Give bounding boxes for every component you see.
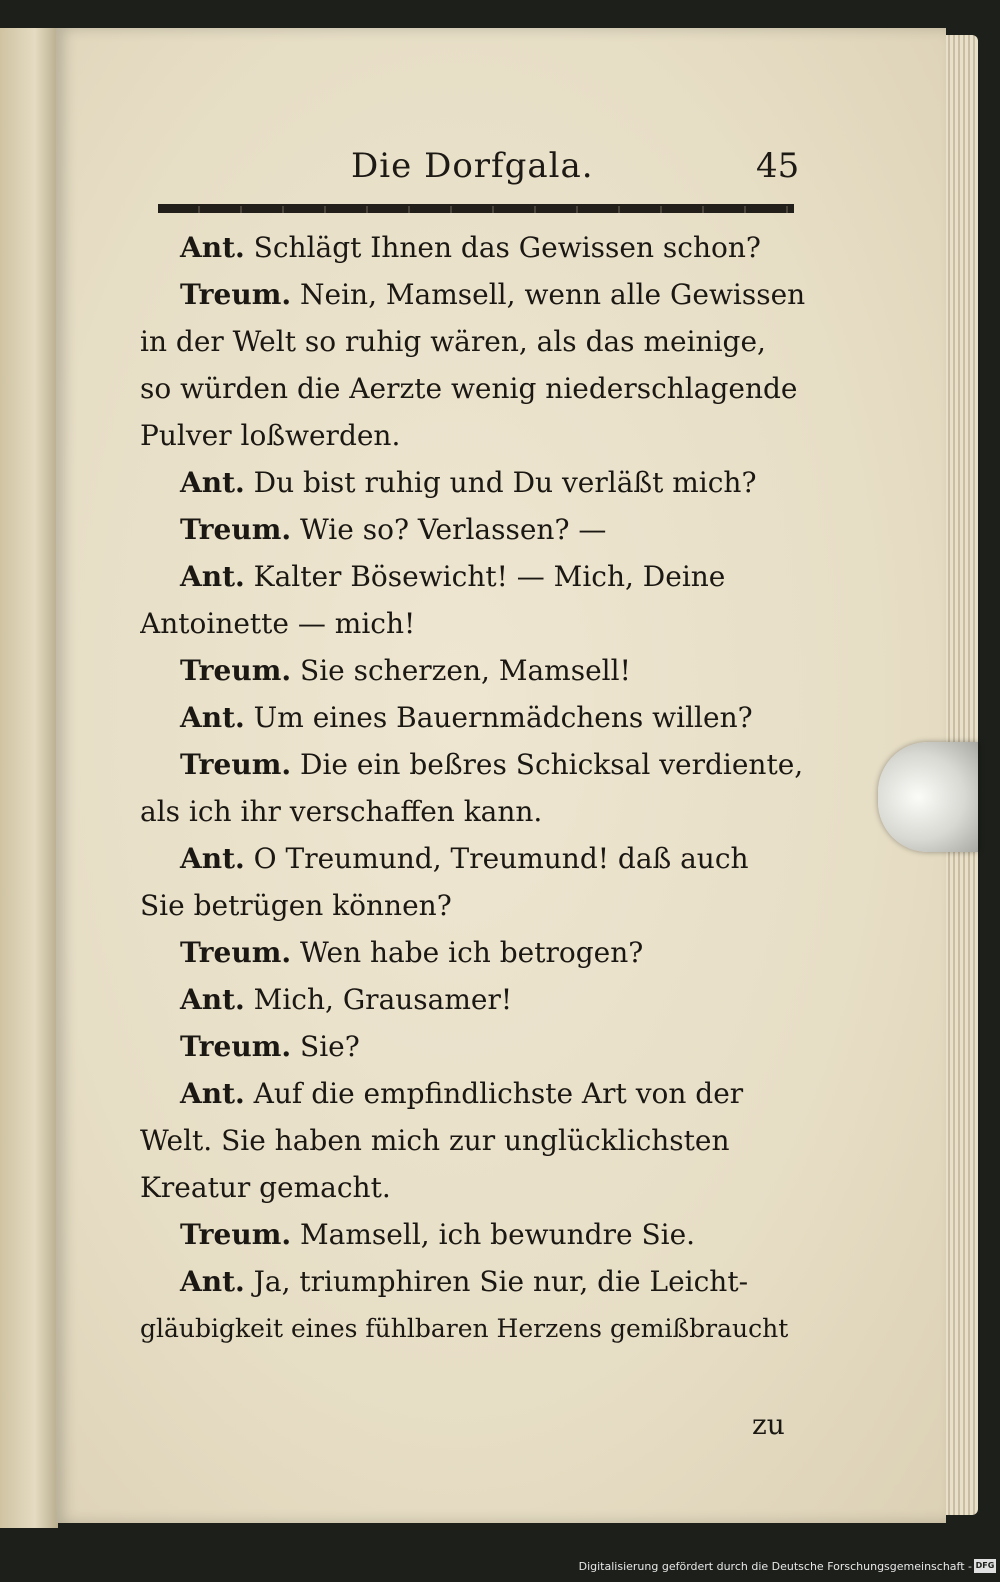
text-line xyxy=(140,412,860,459)
speaker-label: Ant. xyxy=(180,1265,245,1298)
line-text: Die ein beßres Schicksal verdiente, xyxy=(300,748,804,781)
header-rule xyxy=(158,204,794,213)
line-text: in der Welt so ruhig wären, als das meinige, xyxy=(140,325,766,358)
text-line xyxy=(140,976,860,1023)
text-line xyxy=(140,1070,860,1117)
line-text: Schlägt Ihnen das Gewissen schon? xyxy=(253,231,761,264)
speaker-label: Ant. xyxy=(180,1077,245,1110)
text-line xyxy=(140,1023,860,1070)
text-line xyxy=(140,459,860,506)
line-text: Auf die empfindlichste Art von der xyxy=(253,1077,744,1110)
speaker-label: Ant. xyxy=(180,466,245,499)
line-text: Mamsell, ich bewundre Sie. xyxy=(300,1218,696,1251)
speaker-label: Ant. xyxy=(180,983,245,1016)
dfg-logo-icon: DFG xyxy=(974,1559,996,1573)
text-line xyxy=(140,835,860,882)
line-text: Sie betrügen können? xyxy=(140,889,452,922)
line-text: gläubigkeit eines fühlbaren Herzens gemißbraucht xyxy=(140,1314,789,1343)
speaker-label: Treum. xyxy=(180,278,292,311)
line-text: Sie scherzen, Mamsell! xyxy=(300,654,631,687)
line-text: Pulver loßwerden. xyxy=(140,419,401,452)
text-line xyxy=(140,788,860,835)
text-line xyxy=(140,694,860,741)
speaker-label: Ant. xyxy=(180,842,245,875)
speaker-label: Ant. xyxy=(180,231,245,264)
line-text: Um eines Bauernmädchens willen? xyxy=(253,701,753,734)
text-line xyxy=(140,600,860,647)
book-page xyxy=(56,28,946,1523)
line-text: Wen habe ich betrogen? xyxy=(300,936,644,969)
text-line xyxy=(140,1117,860,1164)
text-line xyxy=(140,647,860,694)
page-clip xyxy=(878,742,978,852)
line-text: Kreatur gemacht. xyxy=(140,1171,391,1204)
funding-credit: Digitalisierung gefördert durch die Deutsche Forschungsgemeinschaft - xyxy=(578,1560,972,1573)
text-line xyxy=(140,882,860,929)
line-text: O Treumund, Treumund! daß auch xyxy=(253,842,749,875)
line-text: als ich ihr verschaffen kann. xyxy=(140,795,543,828)
line-text: Nein, Mamsell, wenn alle Gewissen xyxy=(300,278,806,311)
text-line xyxy=(140,1258,860,1305)
speaker-label: Treum. xyxy=(180,748,292,781)
line-text: Kalter Bösewicht! — Mich, Deine xyxy=(253,560,726,593)
page-number: 45 xyxy=(756,146,800,186)
text-line xyxy=(140,318,860,365)
speaker-label: Treum. xyxy=(180,1030,292,1063)
line-text: Ja, triumphiren Sie nur, die Leicht- xyxy=(253,1265,749,1298)
dialogue-text xyxy=(140,224,860,1352)
footer-bar xyxy=(0,1556,1000,1582)
speaker-label: Treum. xyxy=(180,654,292,687)
page-header xyxy=(56,146,946,206)
line-text: Antoinette — mich! xyxy=(140,607,416,640)
text-line xyxy=(140,741,860,788)
speaker-label: Treum. xyxy=(180,936,292,969)
text-line xyxy=(140,365,860,412)
facing-page-edge xyxy=(0,28,58,1528)
line-text: Sie? xyxy=(300,1030,360,1063)
catchword: zu xyxy=(752,1408,785,1441)
line-text: Wie so? Verlassen? — xyxy=(300,513,607,546)
line-text: Mich, Grausamer! xyxy=(253,983,513,1016)
running-title: Die Dorfgala. xyxy=(351,146,594,186)
text-line xyxy=(140,1305,860,1352)
text-line xyxy=(140,1211,860,1258)
text-line xyxy=(140,1164,860,1211)
line-text: Welt. Sie haben mich zur unglücklichsten xyxy=(140,1124,730,1157)
text-line xyxy=(140,506,860,553)
speaker-label: Ant. xyxy=(180,560,245,593)
text-line xyxy=(140,224,860,271)
text-line xyxy=(140,929,860,976)
text-line xyxy=(140,553,860,600)
speaker-label: Treum. xyxy=(180,513,292,546)
line-text: Du bist ruhig und Du verläßt mich? xyxy=(253,466,757,499)
speaker-label: Treum. xyxy=(180,1218,292,1251)
line-text: so würden die Aerzte wenig niederschlagende xyxy=(140,372,798,405)
speaker-label: Ant. xyxy=(180,701,245,734)
text-line xyxy=(140,271,860,318)
